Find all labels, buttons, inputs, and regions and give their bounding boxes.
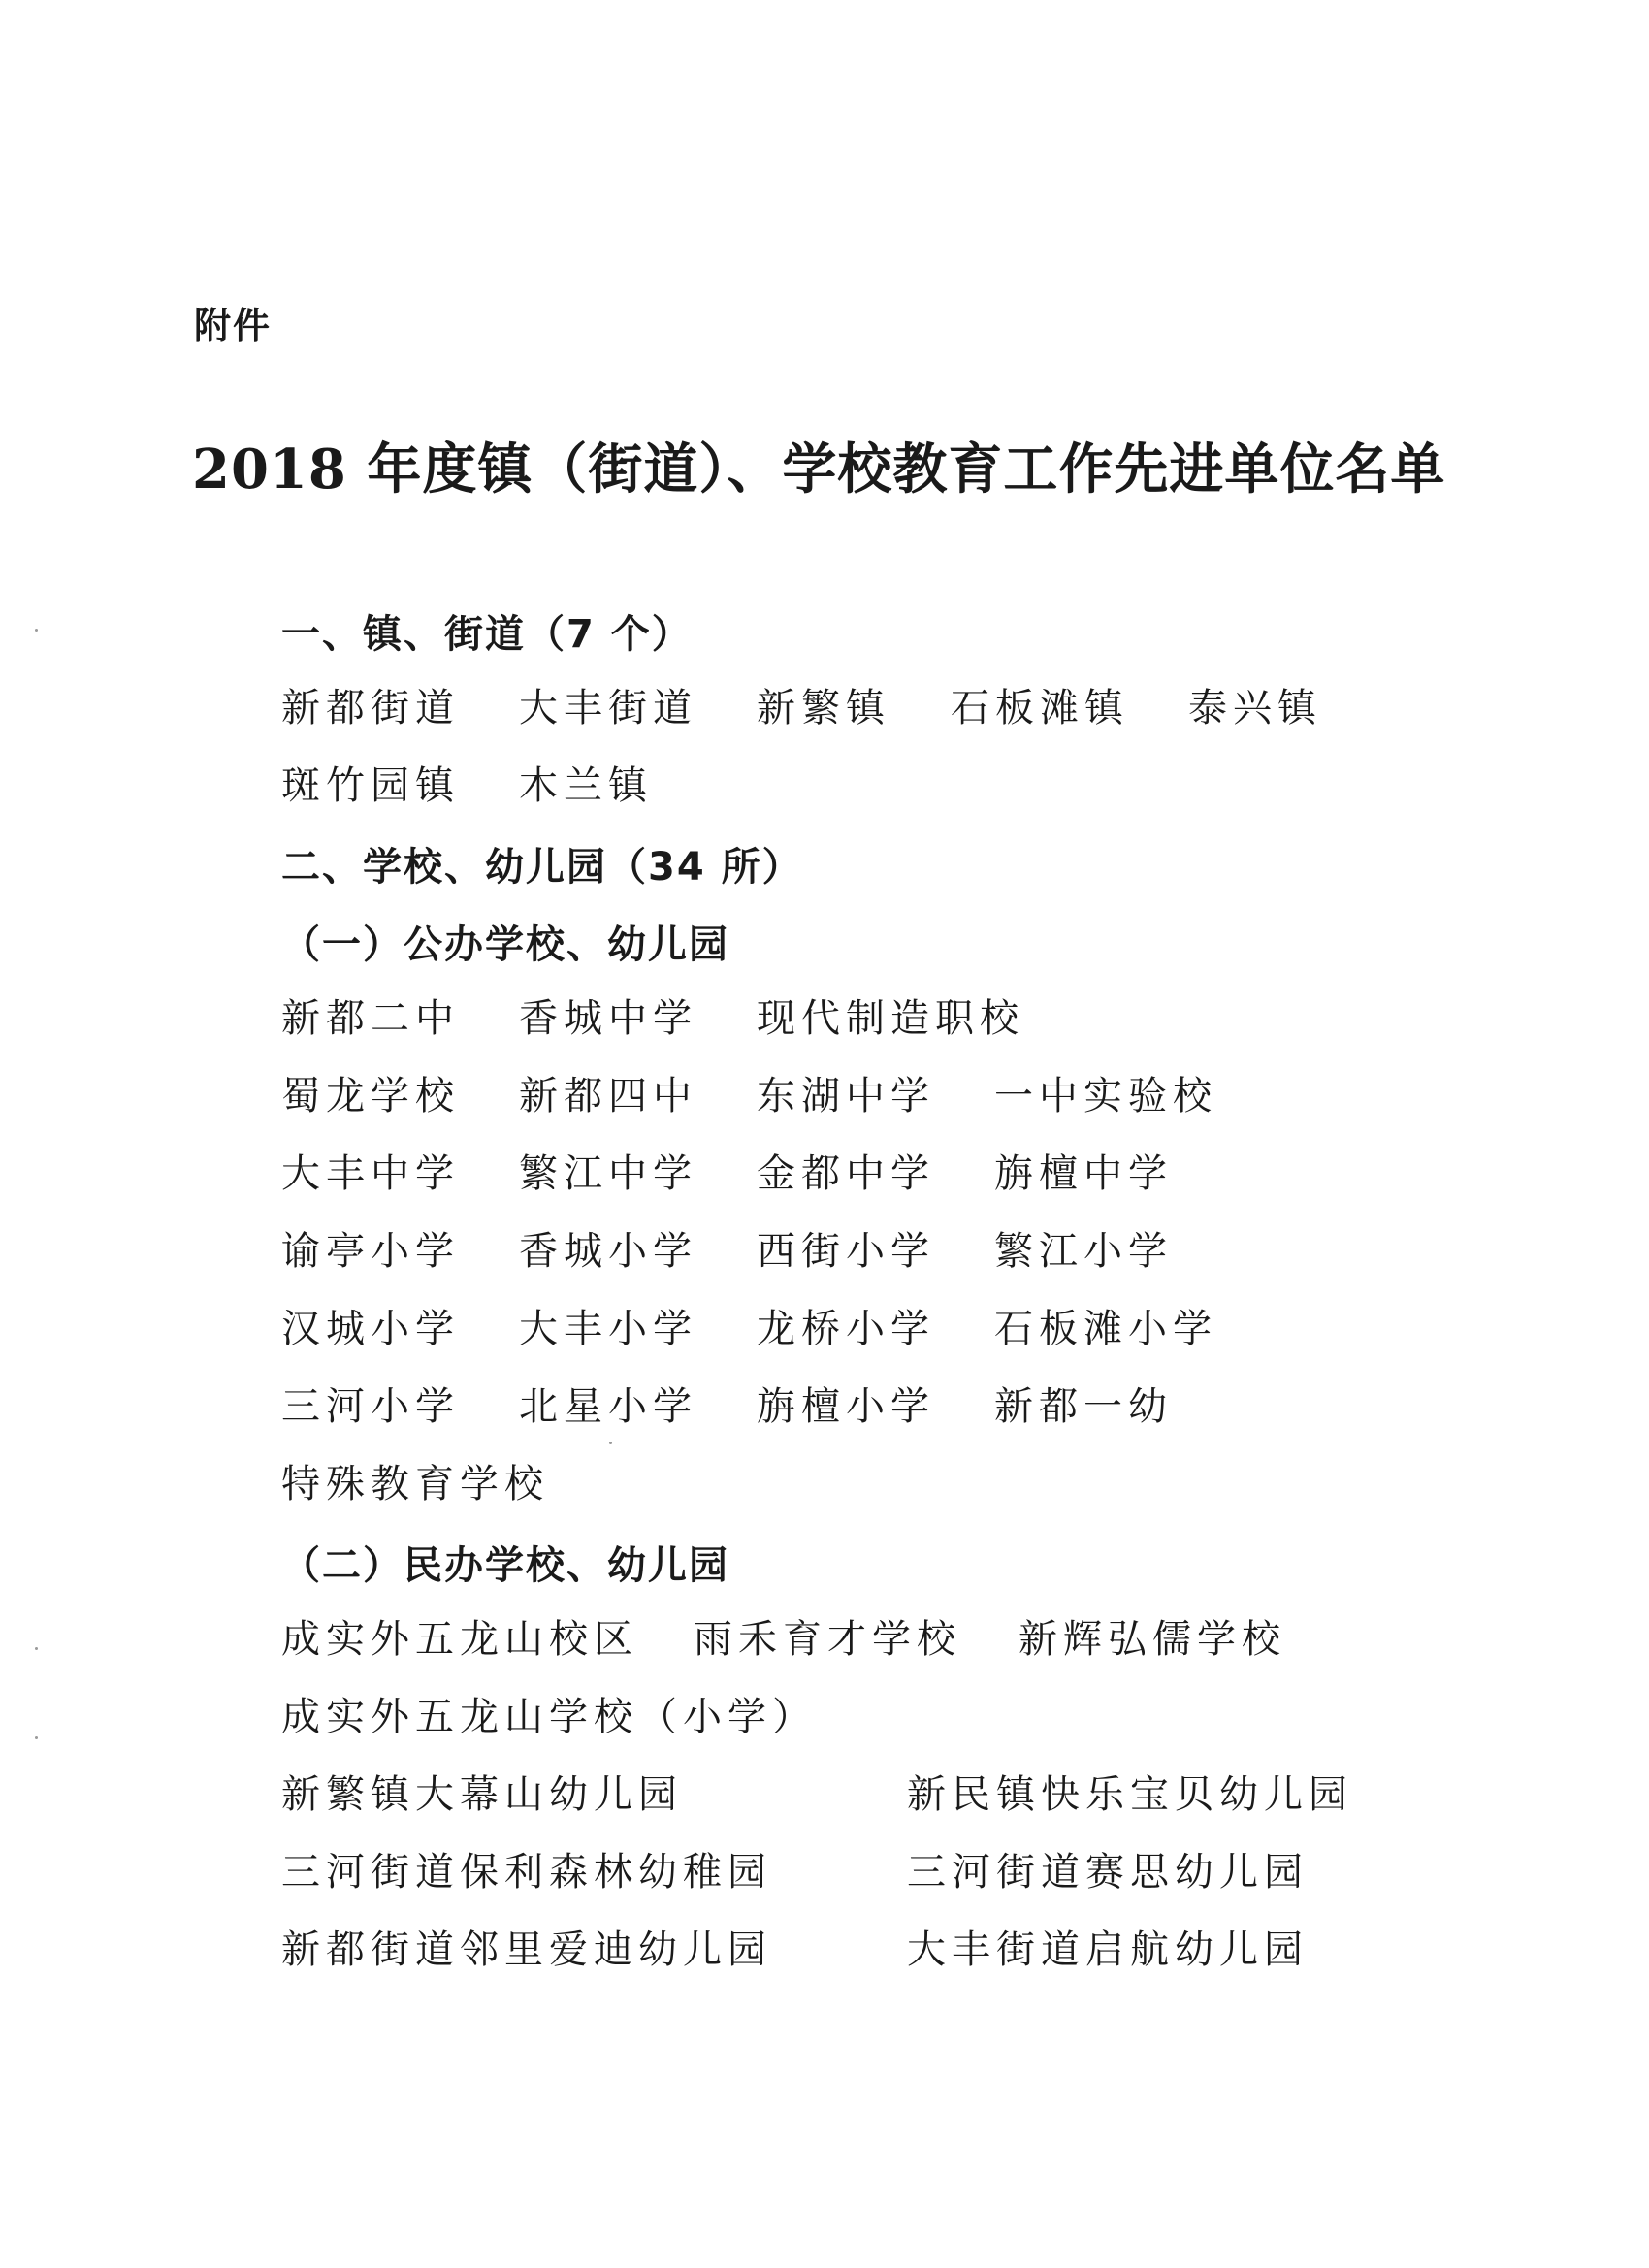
list-item: 雨禾育才学校 [694, 1617, 961, 1662]
subheading-public: （一）公办学校、幼儿园 [281, 922, 729, 967]
list-item: 新繁镇 [757, 686, 890, 730]
scan-speck [35, 629, 38, 632]
list-item: 金都中学 [757, 1151, 935, 1196]
scan-speck [35, 1647, 38, 1650]
list-item: 新都街道邻里爱迪幼儿园 [281, 1928, 772, 1972]
section-heading-towns: 一、镇、街道（7 个） [281, 612, 693, 657]
list-item: 香城中学 [519, 996, 697, 1041]
list-item: 新繁镇大幕山幼儿园 [281, 1772, 683, 1817]
list-item: 一中实验校 [994, 1074, 1217, 1118]
attachment-label: 附件 [194, 305, 273, 347]
list-item: 北星小学 [519, 1384, 697, 1429]
list-row [281, 1379, 1542, 1438]
list-item: 香城小学 [519, 1229, 697, 1274]
list-row [281, 1612, 1542, 1670]
list-item: 成实外五龙山学校（小学） [281, 1695, 817, 1739]
list-item: 特殊教育学校 [281, 1462, 549, 1507]
list-row [281, 991, 1542, 1050]
list-item: 三河小学 [281, 1384, 460, 1429]
section-heading-schools: 二、学校、幼儿园（34 所） [281, 845, 803, 890]
list-item: 新都街道 [281, 686, 460, 730]
list-row [281, 1224, 1542, 1282]
list-item: 繁江小学 [994, 1229, 1173, 1274]
list-item: 旃檀小学 [757, 1384, 935, 1429]
list-row [281, 681, 1542, 739]
list-item: 新辉弘儒学校 [1018, 1617, 1286, 1662]
list-row [281, 1845, 1542, 1903]
list-item: 斑竹园镇 [281, 763, 460, 808]
list-item: 东湖中学 [757, 1074, 935, 1118]
scan-speck [609, 1442, 612, 1444]
list-item: 谕亭小学 [281, 1229, 460, 1274]
subheading-private: （二）民办学校、幼儿园 [281, 1542, 729, 1588]
list-row [281, 1302, 1542, 1360]
list-item: 大丰街道启航幼儿园 [907, 1928, 1309, 1972]
list-row [281, 1457, 1542, 1515]
list-item: 西街小学 [757, 1229, 935, 1274]
list-row [281, 759, 1542, 817]
list-item: 新都二中 [281, 996, 460, 1041]
list-item: 旃檀中学 [994, 1151, 1173, 1196]
list-item: 三河街道赛思幼儿园 [907, 1850, 1309, 1895]
list-item: 三河街道保利森林幼稚园 [281, 1850, 772, 1895]
list-item: 石板滩镇 [951, 686, 1129, 730]
list-item: 石板滩小学 [994, 1307, 1217, 1351]
list-row [281, 1767, 1542, 1826]
list-item: 成实外五龙山校区 [281, 1617, 638, 1662]
list-item: 泰兴镇 [1188, 686, 1322, 730]
list-item: 大丰街道 [519, 686, 697, 730]
list-item: 木兰镇 [519, 763, 653, 808]
list-item: 现代制造职校 [757, 996, 1024, 1041]
list-row [281, 1923, 1542, 1981]
scan-speck [35, 1736, 38, 1739]
list-item: 繁江中学 [519, 1151, 697, 1196]
list-item: 蜀龙学校 [281, 1074, 460, 1118]
list-item: 大丰小学 [519, 1307, 697, 1351]
list-item: 龙桥小学 [757, 1307, 935, 1351]
list-item: 新民镇快乐宝贝幼儿园 [907, 1772, 1353, 1817]
list-row [281, 1069, 1542, 1127]
list-row [281, 1147, 1542, 1205]
list-item: 新都一幼 [994, 1384, 1173, 1429]
list-item: 大丰中学 [281, 1151, 460, 1196]
list-row [281, 1690, 1542, 1748]
list-item: 新都四中 [519, 1074, 697, 1118]
document-title: 2018 年度镇（街道）、学校教育工作先进单位名单 [192, 437, 1446, 502]
list-item: 汉城小学 [281, 1307, 460, 1351]
